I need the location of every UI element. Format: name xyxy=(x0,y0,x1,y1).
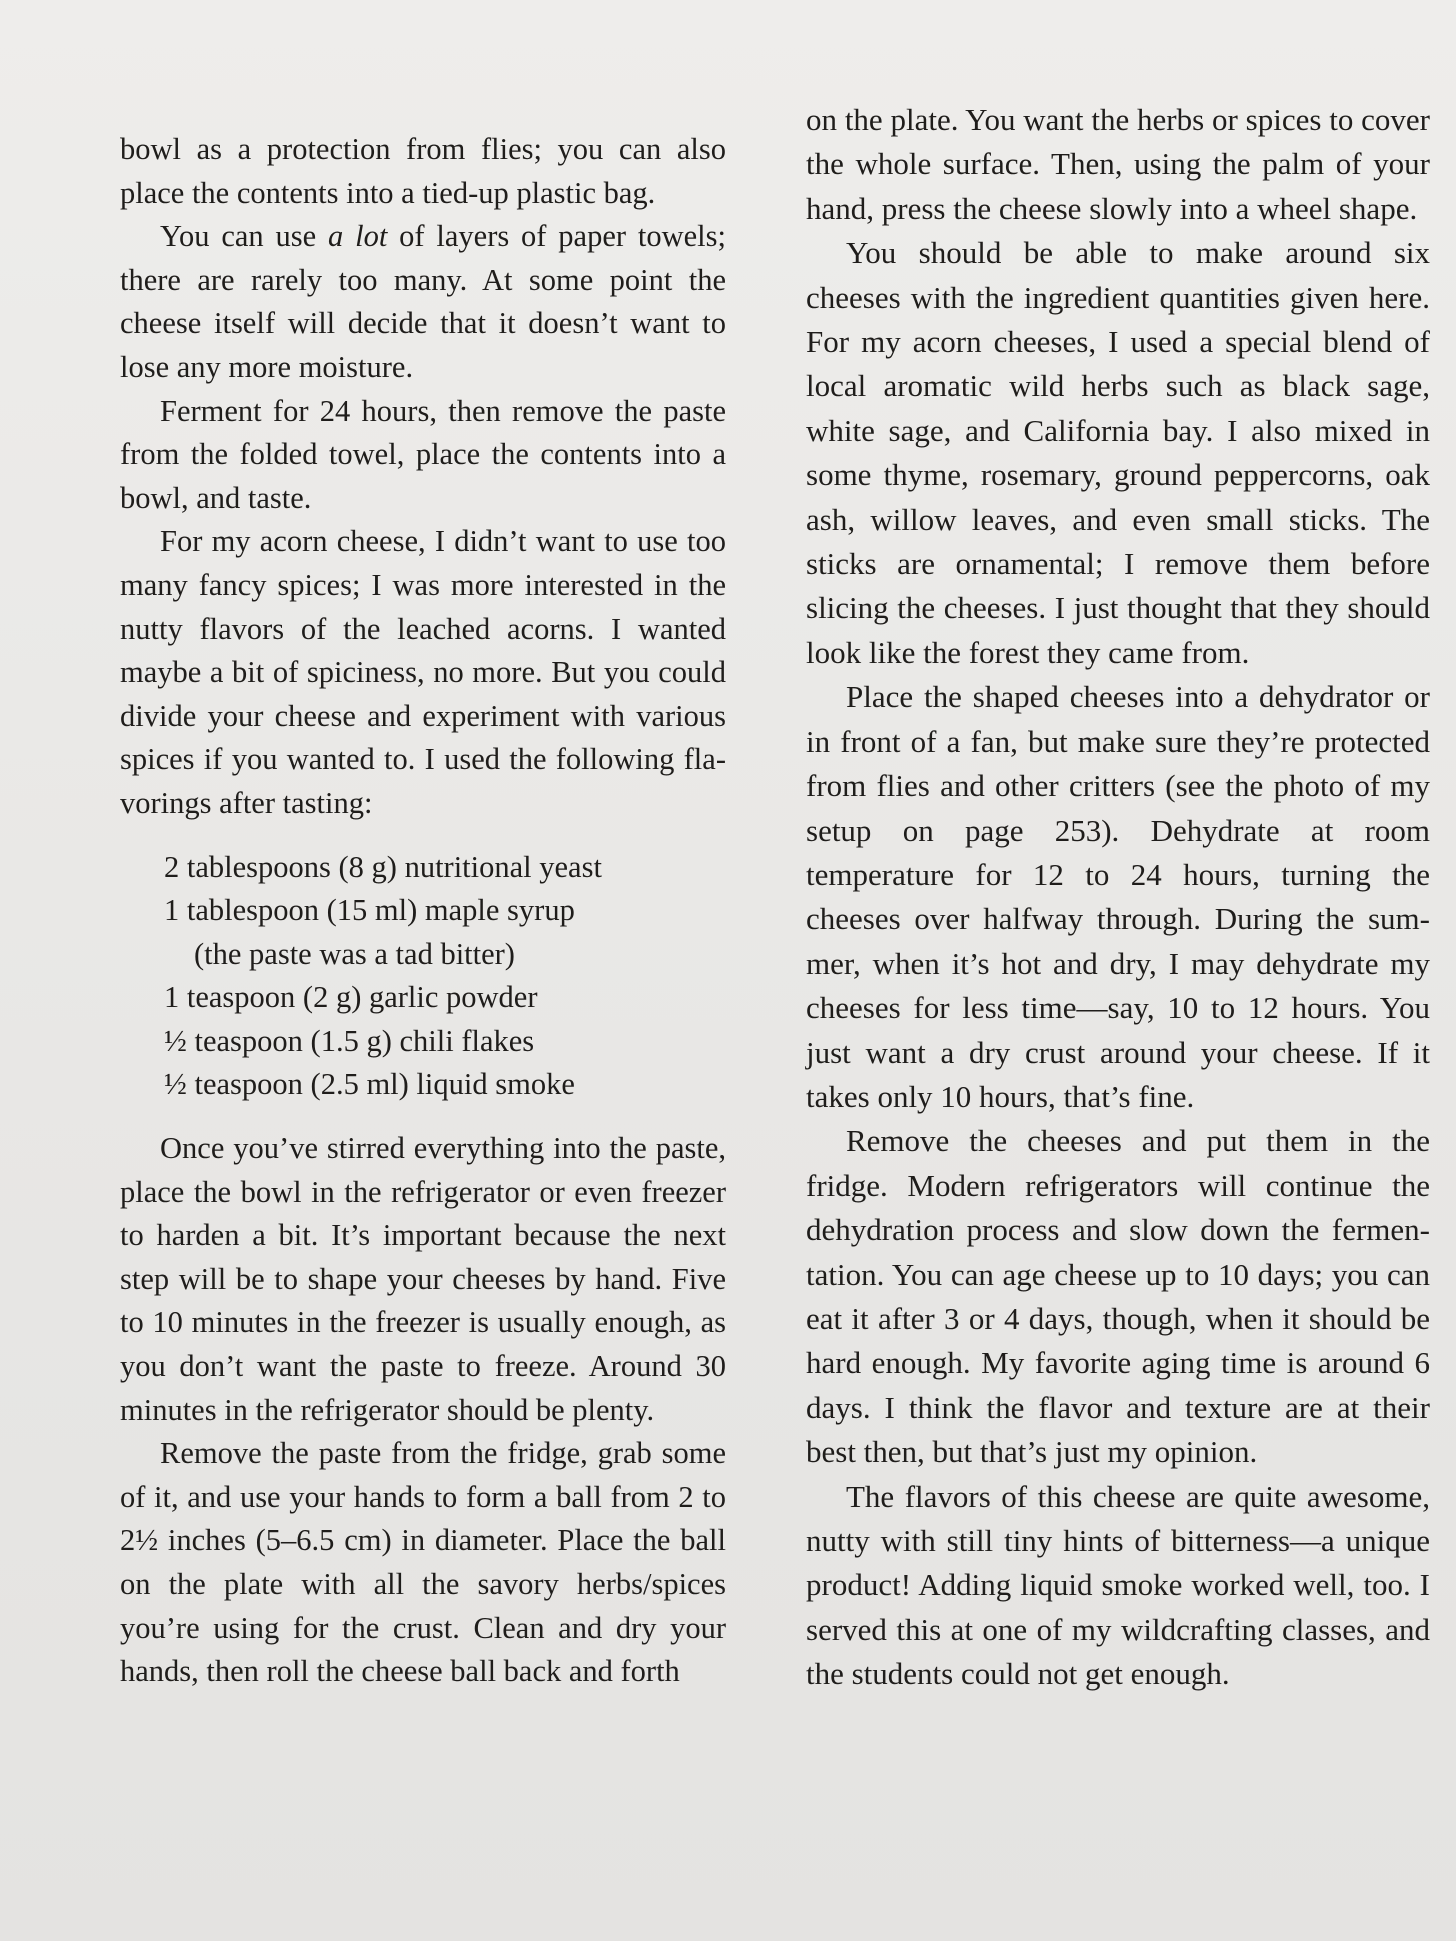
paragraph-paper-towels xyxy=(120,215,726,389)
paragraph-ferment: Ferment for 24 hours, then remove the paste from the folded towel, place the contents into a bowl, and taste. xyxy=(120,393,726,515)
flavoring-item-note: (the paste was a tad bitter) xyxy=(194,936,515,971)
paragraph-dehydrate: Place the shaped cheeses into a dehydrator or in front of a fan, but make sure they’re protected from flies and other critters (see the photo of my setup on page 253). Dehydrate at room temperature for 12 to 24 hours, turning the cheeses over halfway through. During the summer, when it’s hot and dry, I may dehydrate my cheeses for less time—say, 10 to 12 hours. You just want a dry crust around your cheese. If it takes only 10 hours, that’s fine. xyxy=(806,679,1430,1114)
paragraph-paper-towels-end: of layers of paper towels; there are rarely too many. At some point the cheese itself will decide that it doesn’t want to lose any more moisture. xyxy=(120,219,726,384)
flavoring-item-garlic: 1 teaspoon (2 g) garlic powder xyxy=(164,980,538,1015)
flavoring-item-smoke: ½ teaspoon (2.5 ml) liquid smoke xyxy=(164,1067,575,1102)
paragraph-flies: bowl as a protection from flies; you can also place the contents into a tied-up plastic bag. xyxy=(120,132,726,210)
paragraph-acorn-spices: For my acorn cheese, I didn’t want to use too many fancy spices; I was more interested in the nutty flavors of the leached acorns. I wanted maybe a bit of spiciness, no more. But you could divide your cheese and experiment with various spices if you wanted to. I used the following flavorings after tasting: xyxy=(120,524,726,820)
emphasis-a-lot: a lot xyxy=(328,219,388,254)
paragraph-herb-blend: You should be able to make around six cheeses with the ingredient quantities given here. For my acorn cheeses, I used a special blend of local aromatic wild herbs such as black sage, white sage, and California bay. I also mixed in some thyme, rosemary, ground peppercorns, oak ash, willow leaves, and even small sticks. The sticks are ornamental; I remove them before slicing the cheeses. I just thought that they should look like the forest they came from. xyxy=(806,235,1430,670)
flavoring-item-chili: ½ teaspoon (1.5 g) chili flakes xyxy=(164,1023,535,1058)
flavoring-item-maple-syrup: 1 tablespoon (15 ml) maple syrup xyxy=(164,893,575,928)
left-column xyxy=(120,128,726,1694)
right-column xyxy=(806,98,1430,1697)
flavoring-list xyxy=(120,846,726,1108)
paragraph-harden: Once you’ve stirred everything into the paste, place the bowl in the refrigerator or even freezer to harden a bit. It’s important because the next step will be to shape your cheeses by hand. Five to 10 minutes in the freezer is usually enough, as you don’t want the paste to freeze. Around 30 minutes in the refrigerator should be plenty. xyxy=(120,1131,726,1427)
paragraph-flavors: The flavors of this cheese are quite awesome, nutty with still tiny hints of bitterness—a unique product! Adding liquid smoke worked well, too. I served this at one of my wildcrafting classes, and the students could not get enough. xyxy=(806,1478,1430,1692)
paragraph-paper-towels-start: You can use xyxy=(160,219,328,254)
flavoring-item-yeast: 2 tablespoons (8 g) nutritional yeast xyxy=(164,849,602,884)
paragraph-plate: on the plate. You want the herbs or spices to cover the whole surface. Then, using the palm of your hand, press the cheese slowly into a wheel shape. xyxy=(806,102,1430,226)
paragraph-shape-ball: Remove the paste from the fridge, grab some of it, and use your hands to form a ball from 2 to 2½ inches (5–6.5 cm) in diameter. Place the ball on the plate with all the savory herbs/spices you’re using for the crust. Clean and dry your hands, then roll the cheese ball back and forth xyxy=(120,1436,726,1689)
paragraph-aging: Remove the cheeses and put them in the fridge. Modern refrigerators will continue the dehydration process and slow down the fermentation. You can age cheese up to 10 days; you can eat it after 3 or 4 days, though, when it should be hard enough. My favorite aging time is around 6 days. I think the flavor and texture are at their best then, but that’s just my opinion. xyxy=(806,1123,1430,1470)
